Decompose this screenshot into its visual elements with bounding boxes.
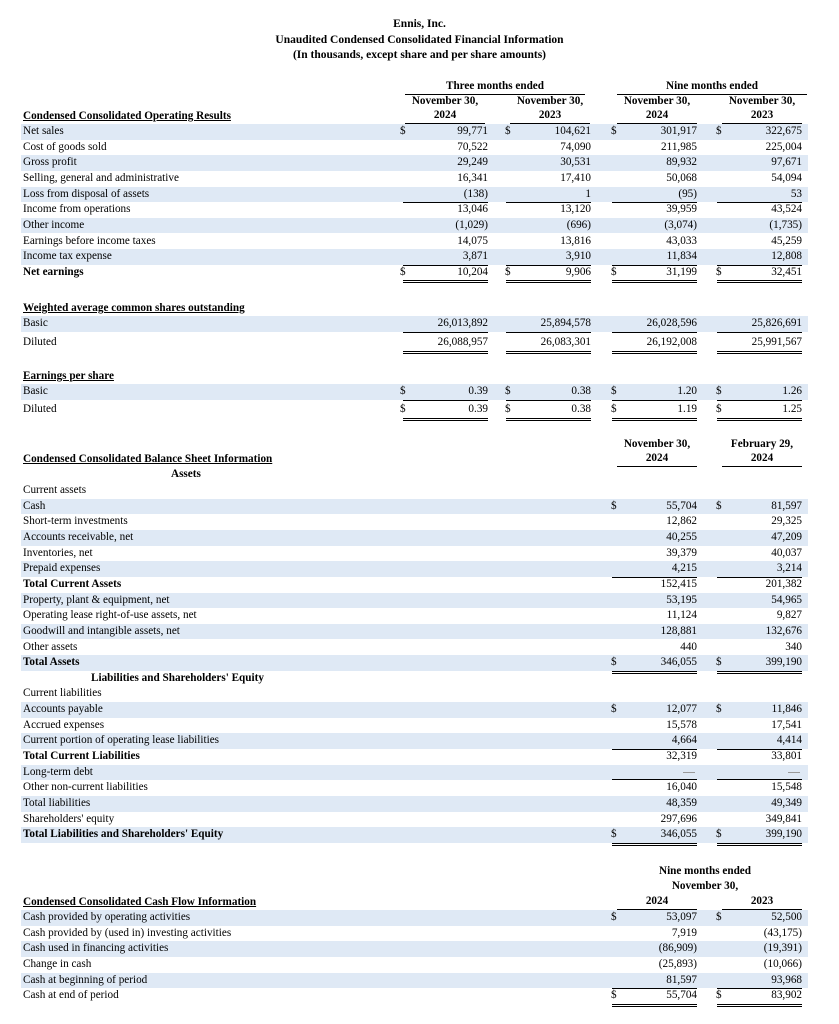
currency-symbol: $ bbox=[505, 265, 511, 278]
report-subtitle: (In thousands, except share and per share amounts) bbox=[292, 49, 547, 61]
bs-col2-date: February 29, bbox=[730, 438, 794, 450]
value-cell: 1.19 bbox=[612, 402, 697, 421]
value-cell: 26,028,596 bbox=[612, 316, 697, 333]
row-label: Loss from disposal of assets bbox=[23, 187, 150, 200]
value-cell: (1,029) bbox=[455, 218, 488, 231]
ops-row bbox=[21, 187, 808, 203]
currency-symbol: $ bbox=[611, 703, 617, 716]
row-label: Cash at end of period bbox=[23, 989, 119, 1002]
value-cell: 440 bbox=[612, 640, 697, 657]
value-cell: 9,827 bbox=[776, 609, 802, 622]
currency-symbol: $ bbox=[611, 656, 617, 669]
value-cell: (3,074) bbox=[664, 218, 697, 231]
value-cell: 81,597 bbox=[612, 973, 697, 990]
ops-row bbox=[21, 124, 808, 140]
currency-symbol: $ bbox=[611, 499, 617, 512]
value-cell: 39,379 bbox=[666, 546, 697, 559]
value-cell: 346,055 bbox=[612, 827, 697, 846]
currency-symbol: $ bbox=[611, 989, 617, 1002]
value-cell: 49,349 bbox=[771, 797, 802, 809]
col-year-3: 2024 bbox=[617, 108, 697, 124]
row-label: Other assets bbox=[23, 640, 78, 653]
company-name: Ennis, Inc. bbox=[393, 18, 446, 30]
value-cell: 16,040 bbox=[612, 780, 697, 797]
value-cell: 81,597 bbox=[771, 499, 802, 512]
value-cell: 7,919 bbox=[671, 926, 697, 939]
value-cell: 1 bbox=[506, 187, 591, 204]
value-cell: 54,965 bbox=[771, 593, 802, 606]
value-cell: 132,676 bbox=[765, 624, 802, 637]
row-label: Cash used in financing activities bbox=[23, 942, 169, 955]
value-cell: 15,548 bbox=[717, 780, 802, 797]
row-label: Net sales bbox=[23, 125, 64, 137]
value-cell: 29,325 bbox=[771, 515, 802, 528]
currency-symbol: $ bbox=[611, 911, 617, 923]
value-cell: 4,215 bbox=[612, 561, 697, 578]
row-label: Cash at beginning of period bbox=[23, 973, 148, 986]
value-cell: 43,524 bbox=[771, 203, 802, 216]
value-cell: (696) bbox=[566, 218, 591, 231]
ops-row bbox=[21, 265, 808, 281]
value-cell: 0.39 bbox=[403, 402, 488, 421]
value-cell: 32,451 bbox=[717, 265, 802, 284]
underline-rule bbox=[717, 765, 802, 780]
value-cell: 55,704 bbox=[612, 988, 697, 1007]
cf-col-year-1: 2024 bbox=[617, 894, 697, 910]
row-label: Income from operations bbox=[23, 203, 131, 216]
value-cell: 40,037 bbox=[771, 546, 802, 559]
heading-label: Liabilities and Shareholders' Equity bbox=[91, 671, 264, 684]
nine-months-header: Nine months ended bbox=[617, 79, 807, 95]
bs-row bbox=[21, 624, 808, 640]
value-cell: 45,259 bbox=[771, 234, 802, 247]
cf-row bbox=[21, 926, 808, 942]
bs-row bbox=[21, 655, 808, 671]
value-cell: 0.38 bbox=[506, 402, 591, 421]
col-date-4: November 30, bbox=[728, 95, 796, 107]
value-cell: 32,319 bbox=[666, 750, 697, 763]
row-label: Shareholders' equity bbox=[23, 812, 115, 825]
row-label: Current liabilities bbox=[23, 687, 102, 700]
currency-symbol: $ bbox=[716, 499, 722, 512]
bs-row bbox=[21, 686, 808, 702]
row-label: Earnings before income taxes bbox=[23, 234, 156, 247]
value-cell: 26,083,301 bbox=[506, 335, 591, 354]
row-label: Operating lease right-of-use assets, net bbox=[23, 609, 197, 622]
currency-symbol: $ bbox=[611, 265, 617, 278]
row-label: Cash bbox=[23, 499, 46, 512]
value-cell: 31,199 bbox=[612, 265, 697, 284]
cf-row bbox=[21, 973, 808, 989]
bs-col1-year: 2024 bbox=[617, 451, 697, 467]
value-cell: 12,808 bbox=[717, 249, 802, 266]
currency-symbol: $ bbox=[611, 828, 617, 841]
value-cell: 25,826,691 bbox=[717, 316, 802, 333]
bs-row bbox=[21, 796, 808, 812]
row-label: Short-term investments bbox=[23, 515, 128, 528]
value-cell: 16,341 bbox=[457, 171, 488, 184]
shares-row bbox=[21, 316, 808, 332]
row-label: Cash provided by (used in) investing activities bbox=[23, 926, 232, 939]
value-cell: 399,190 bbox=[717, 655, 802, 674]
value-cell: 12,077 bbox=[666, 703, 697, 716]
ops-row bbox=[21, 171, 808, 187]
value-cell: (10,066) bbox=[763, 957, 802, 970]
currency-symbol: $ bbox=[716, 911, 722, 923]
value-cell: 0.39 bbox=[403, 384, 488, 401]
shares-row bbox=[21, 335, 808, 351]
value-cell: 29,249 bbox=[457, 156, 488, 169]
row-label: Total Current Liabilities bbox=[23, 750, 140, 763]
value-cell: 48,359 bbox=[666, 797, 697, 809]
value-cell: 11,834 bbox=[612, 249, 697, 266]
value-cell: 11,124 bbox=[666, 609, 697, 622]
shares-section-title: Weighted average common shares outstanding bbox=[23, 302, 245, 314]
value-cell: 201,382 bbox=[765, 577, 802, 590]
value-cell: 30,531 bbox=[560, 156, 591, 169]
bs-row bbox=[21, 561, 808, 577]
col-year-4: 2023 bbox=[722, 108, 802, 124]
value-cell: (138) bbox=[403, 187, 488, 204]
cf-row bbox=[21, 988, 808, 1004]
value-cell: 33,801 bbox=[771, 750, 802, 763]
currency-symbol: $ bbox=[716, 265, 722, 278]
ops-row bbox=[21, 140, 808, 156]
value-cell: (1,735) bbox=[769, 218, 802, 231]
ops-row bbox=[21, 249, 808, 265]
row-label: Total Current Assets bbox=[23, 577, 122, 590]
eps-section-title: Earnings per share bbox=[23, 370, 114, 382]
report-title: Unaudited Condensed Consolidated Financial Information bbox=[275, 34, 564, 46]
value-cell: 97,671 bbox=[771, 156, 802, 169]
value-cell: 11,846 bbox=[771, 703, 802, 716]
bs-row bbox=[21, 483, 808, 499]
currency-symbol: $ bbox=[716, 703, 722, 716]
row-label: Cash provided by operating activities bbox=[23, 911, 191, 923]
value-cell: 15,578 bbox=[666, 718, 697, 731]
value-cell: 10,204 bbox=[403, 265, 488, 284]
bs-row bbox=[21, 749, 808, 765]
value-cell: 26,192,008 bbox=[612, 335, 697, 354]
value-cell: (19,391) bbox=[763, 942, 802, 955]
bs-row bbox=[21, 530, 808, 546]
value-cell: 99,771 bbox=[457, 125, 488, 137]
row-label: Accounts receivable, net bbox=[23, 530, 134, 543]
bs-col2-year: 2024 bbox=[722, 451, 802, 467]
bs-row bbox=[21, 702, 808, 718]
currency-symbol: $ bbox=[400, 265, 406, 278]
bs-row bbox=[21, 812, 808, 828]
row-label: Total liabilities bbox=[23, 797, 91, 809]
value-cell: (95) bbox=[612, 187, 697, 204]
value-cell: 152,415 bbox=[660, 577, 697, 590]
currency-symbol: $ bbox=[505, 125, 511, 137]
eps-row bbox=[21, 384, 808, 400]
row-label: Diluted bbox=[23, 403, 57, 415]
value-cell: 39,959 bbox=[666, 203, 697, 216]
row-label: Long-term debt bbox=[23, 765, 93, 778]
col-date-2: November 30, bbox=[516, 95, 584, 107]
value-cell: 9,906 bbox=[506, 265, 591, 284]
value-cell: 74,090 bbox=[506, 140, 591, 157]
row-label: Income tax expense bbox=[23, 250, 112, 263]
value-cell: 26,088,957 bbox=[403, 335, 488, 354]
value-cell: 53,097 bbox=[666, 911, 697, 923]
bs-row bbox=[21, 546, 808, 562]
value-cell: 0.38 bbox=[506, 384, 591, 401]
value-cell: 4,664 bbox=[612, 733, 697, 750]
row-label: Total Assets bbox=[23, 656, 80, 669]
cf-col-date: November 30, bbox=[671, 880, 739, 892]
value-cell: 301,917 bbox=[660, 125, 697, 137]
eps-row bbox=[21, 402, 808, 418]
value-cell: 53,195 bbox=[666, 593, 697, 606]
row-label: Property, plant & equipment, net bbox=[23, 593, 170, 606]
bs-row bbox=[21, 499, 808, 515]
bs-row bbox=[21, 765, 808, 781]
ops-row bbox=[21, 218, 808, 234]
cf-row bbox=[21, 910, 808, 926]
bs-row bbox=[21, 577, 808, 593]
row-label: Inventories, net bbox=[23, 546, 93, 559]
value-cell: 13,046 bbox=[457, 203, 488, 216]
currency-symbol: $ bbox=[716, 828, 722, 841]
value-cell: 349,841 bbox=[717, 812, 802, 829]
currency-symbol: $ bbox=[716, 385, 722, 397]
bs-col1-date: November 30, bbox=[623, 438, 691, 450]
currency-symbol: $ bbox=[611, 385, 617, 397]
row-label: Cost of goods sold bbox=[23, 140, 107, 153]
col-date-1: November 30, bbox=[411, 95, 479, 107]
value-cell: 225,004 bbox=[717, 140, 802, 157]
bs-row bbox=[21, 593, 808, 609]
value-cell: 93,968 bbox=[717, 973, 802, 990]
ops-section-title: Condensed Consolidated Operating Results bbox=[23, 110, 231, 122]
value-cell: 25,894,578 bbox=[506, 316, 591, 333]
cf-row bbox=[21, 957, 808, 973]
bs-section-title: Condensed Consolidated Balance Sheet Information bbox=[23, 453, 273, 465]
currency-symbol: $ bbox=[716, 403, 722, 415]
currency-symbol: $ bbox=[400, 403, 406, 415]
value-cell: 14,075 bbox=[457, 234, 488, 247]
col-year-2: 2023 bbox=[510, 108, 590, 124]
cf-row bbox=[21, 941, 808, 957]
row-label: Current portion of operating lease liabilities bbox=[23, 734, 220, 747]
currency-symbol: $ bbox=[505, 385, 511, 397]
ops-row bbox=[21, 155, 808, 171]
row-label: Net earnings bbox=[23, 265, 84, 278]
currency-symbol: $ bbox=[716, 656, 722, 669]
ops-row bbox=[21, 202, 808, 218]
value-cell: 3,871 bbox=[403, 249, 488, 266]
value-cell: (43,175) bbox=[763, 926, 802, 939]
value-cell: 26,013,892 bbox=[403, 316, 488, 333]
value-cell: 399,190 bbox=[717, 827, 802, 846]
row-label: Other income bbox=[23, 218, 85, 231]
currency-symbol: $ bbox=[716, 989, 722, 1002]
underline-rule bbox=[612, 765, 697, 780]
bs-row bbox=[21, 514, 808, 530]
row-label: Basic bbox=[23, 317, 48, 329]
value-cell: 1.25 bbox=[717, 402, 802, 421]
value-cell: 128,881 bbox=[660, 624, 697, 637]
cf-col-year-2: 2023 bbox=[722, 894, 802, 910]
currency-symbol: $ bbox=[611, 125, 617, 137]
row-label: Other non-current liabilities bbox=[23, 781, 148, 794]
value-cell: 50,068 bbox=[666, 171, 697, 184]
value-cell: 346,055 bbox=[612, 655, 697, 674]
value-cell: 52,500 bbox=[771, 911, 802, 923]
value-cell: 25,991,567 bbox=[717, 335, 802, 354]
col-date-3: November 30, bbox=[623, 95, 691, 107]
value-cell: 1.20 bbox=[612, 384, 697, 401]
value-cell: (25,893) bbox=[658, 957, 697, 970]
currency-symbol: $ bbox=[400, 125, 406, 137]
row-label: Diluted bbox=[23, 336, 57, 348]
row-label: Selling, general and administrative bbox=[23, 171, 179, 184]
currency-symbol: $ bbox=[611, 403, 617, 415]
col-year-1: 2024 bbox=[405, 108, 485, 124]
bs-row bbox=[21, 827, 808, 843]
cf-nine-months-header: Nine months ended bbox=[658, 865, 751, 877]
value-cell: 40,255 bbox=[666, 530, 697, 543]
value-cell: 13,120 bbox=[560, 203, 591, 216]
value-cell: (86,909) bbox=[658, 942, 697, 955]
value-cell: 297,696 bbox=[612, 812, 697, 829]
value-cell: 1.26 bbox=[717, 384, 802, 401]
assets-heading bbox=[21, 467, 808, 483]
value-cell: 55,704 bbox=[666, 499, 697, 512]
heading-label: Assets bbox=[171, 468, 201, 480]
value-cell: 43,033 bbox=[666, 234, 697, 247]
value-cell: 54,094 bbox=[771, 171, 802, 184]
value-cell: 211,985 bbox=[612, 140, 697, 157]
value-cell: 340 bbox=[717, 640, 802, 657]
bs-row bbox=[21, 780, 808, 796]
row-label: Prepaid expenses bbox=[23, 562, 101, 575]
value-cell: 104,621 bbox=[554, 125, 591, 137]
bs-row bbox=[21, 718, 808, 734]
value-cell: 12,862 bbox=[666, 515, 697, 528]
value-cell: 3,214 bbox=[717, 561, 802, 578]
row-label: Total Liabilities and Shareholders' Equity bbox=[23, 828, 224, 841]
value-cell: 83,902 bbox=[717, 988, 802, 1007]
currency-symbol: $ bbox=[400, 385, 406, 397]
value-cell: 70,522 bbox=[403, 140, 488, 157]
value-cell: 17,541 bbox=[771, 718, 802, 731]
value-cell: 3,910 bbox=[506, 249, 591, 266]
cf-section-title: Condensed Consolidated Cash Flow Information bbox=[23, 896, 257, 908]
currency-symbol: $ bbox=[716, 125, 722, 137]
value-cell: 4,414 bbox=[717, 733, 802, 750]
row-label: Current assets bbox=[23, 484, 87, 496]
value-cell: 322,675 bbox=[765, 125, 802, 137]
currency-symbol: $ bbox=[505, 403, 511, 415]
liabilities-heading bbox=[21, 671, 808, 687]
bs-row bbox=[21, 640, 808, 656]
bs-row bbox=[21, 733, 808, 749]
bs-row bbox=[21, 608, 808, 624]
row-label: Accounts payable bbox=[23, 703, 103, 716]
value-cell: 89,932 bbox=[666, 156, 697, 169]
row-label: Gross profit bbox=[23, 156, 77, 169]
value-cell: 53 bbox=[717, 187, 802, 204]
value-cell: 47,209 bbox=[771, 530, 802, 543]
value-cell: 13,816 bbox=[560, 234, 591, 247]
row-label: Goodwill and intangible assets, net bbox=[23, 624, 180, 637]
ops-row bbox=[21, 234, 808, 250]
three-months-header: Three months ended bbox=[405, 79, 585, 95]
row-label: Accrued expenses bbox=[23, 718, 105, 731]
value-cell: 17,410 bbox=[560, 171, 591, 184]
row-label: Basic bbox=[23, 385, 48, 397]
row-label: Change in cash bbox=[23, 957, 92, 970]
